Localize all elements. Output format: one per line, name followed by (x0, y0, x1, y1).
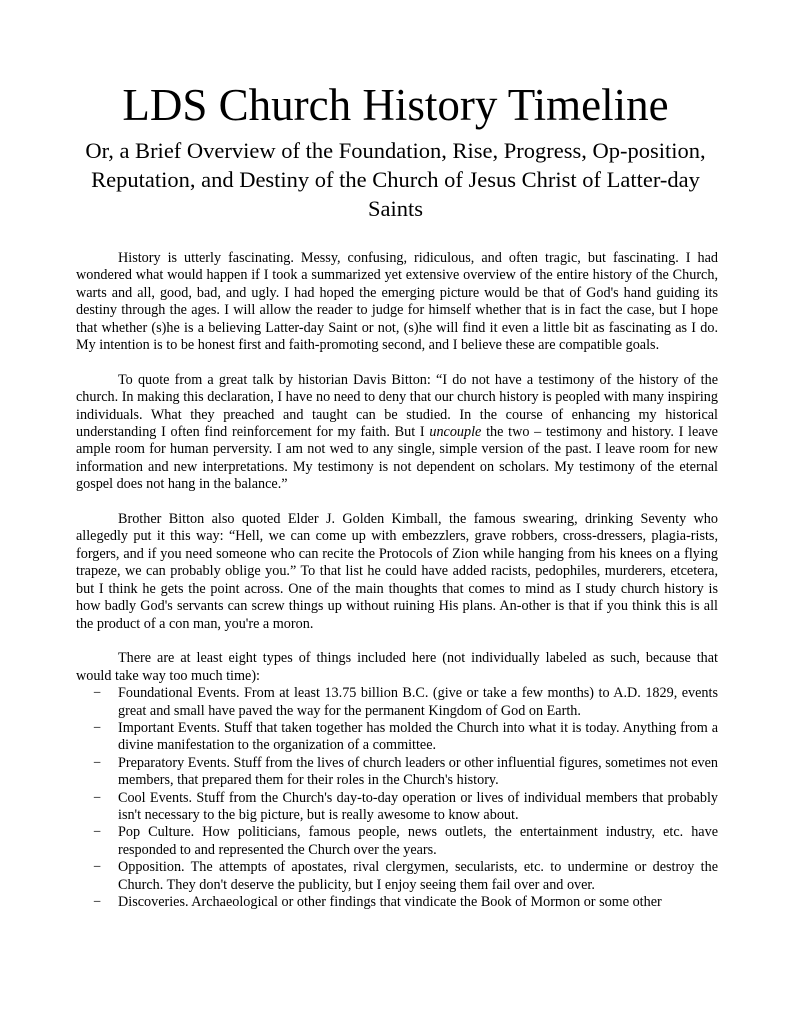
types-list (76, 685, 718, 911)
quote-paragraph (76, 372, 718, 494)
list-item (76, 859, 718, 894)
list-dash: − (93, 859, 102, 876)
list-dash: − (93, 719, 102, 736)
document-body (76, 250, 718, 911)
list-dash: − (93, 754, 102, 771)
list-item (76, 685, 718, 720)
list-dash: − (93, 789, 102, 806)
list-item (76, 894, 718, 911)
document-title: LDS Church History Timeline (122, 80, 669, 130)
list-item (76, 824, 718, 859)
list-item-text: Important Events. Stuff that taken together has molded the Church into what it is today. Anything from a divine manifestation to the organization of a committee. (118, 719, 718, 754)
list-dash: − (93, 893, 102, 910)
list-dash: − (93, 685, 102, 702)
list-item (76, 720, 718, 755)
list-item-text: Foundational Events. From at least 13.75 billion B.C. (give or take a few months) to A.D. 1829, events great and small have paved the way for the permanent Kingdom of God on Earth. (118, 685, 718, 719)
list-item-text: Pop Culture. How politicians, famous people, news outlets, the entertainment industry, etc. have responded to and represented the Church over the years. (118, 824, 718, 858)
list-item-text: Cool Events. Stuff from the Church's day-to-day operation or lives of individual members that probably isn't necessary to the big picture, but is really awesome to know about. (118, 789, 718, 823)
list-item (76, 755, 718, 790)
list-item-text: Discoveries. Archaeological or other findings that vindicate the Book of Mormon or some other (118, 893, 662, 910)
list-item-text: Opposition. The attempts of apostates, rival clergymen, secularists, etc. to undermine or destroy the Church. They don't deserve the publicity, but I enjoy seeing them fail over and over. (118, 859, 718, 893)
list-item-text: Preparatory Events. Stuff from the lives of church leaders or other influential figures, sometimes not even members, that prepared them for their roles in the Church's history. (118, 754, 718, 789)
intro-paragraph: History is utterly fascinating. Messy, confusing, ridiculous, and often tragic, but fascinating. I had wondered what would happen if I took a summarized yet extensive overview of the entire history of the Church, warts and all, good, bad, and ugly. I had hoped the emerging picture would be that of God's hand guiding its destiny through the ages. I will allow the reader to judge for himself whether that is in fact the case, but I hope that whether (s)he is a believing Latter-day Saint or not, (s)he will find it even a little bit as fascinating as I do. My intention is to be honest first and faith-promoting second, and I believe these are compatible goals. (76, 250, 718, 354)
kimball-paragraph: Brother Bitton also quoted Elder J. Golden Kimball, the famous swearing, drinking Seventy who allegedly put it this way: “Hell, we can come up with embezzlers, grave robbers, cross-dressers, plagia-rists, forgers, and if you need someone who can recite the Protocols of Zion while hanging from his knees on a flying trapeze, we can probably oblige you.” To that list he could have added racists, pedophiles, murderers, etcetera, but I think he gets the point across. One of the main thoughts that comes to mind as I study church history is how badly God's servants can screw things up without ruining His plans. An-other is that if you think this is all the product of a con man, you're a moron. (76, 511, 718, 632)
list-dash: − (93, 824, 102, 841)
quote-text-end: the two – testimony and history. I leave ample room for human perversity. I am not wed to any single, simple version of the past. I leave room for new information and new interpretations. My testimony is not dependent on scholars. My testimony of the eternal gospel does not hang in the balance.” (76, 424, 718, 493)
types-intro-paragraph: There are at least eight types of things included here (not individually labeled as such, because that would take way too much time): (76, 650, 718, 684)
list-item (76, 790, 718, 825)
quote-italic-word: uncouple (429, 424, 482, 441)
quote-text-start: To quote from a great talk by historian Davis Bitton: “I do not have a testimony of the history of the church. In making this declaration, I have no need to deny that our church history is peopled with many inspiring individuals. What they preached and taught can be studied. In the course of enhancing my historical understanding I often find reinforcement for my faith. But I (76, 371, 718, 441)
document-subtitle: Or, a Brief Overview of the Foundation, Rise, Progress, Op-position, Reputation, and Destiny of the Church of Jesus Christ of Latter-day Saints (85, 138, 706, 221)
